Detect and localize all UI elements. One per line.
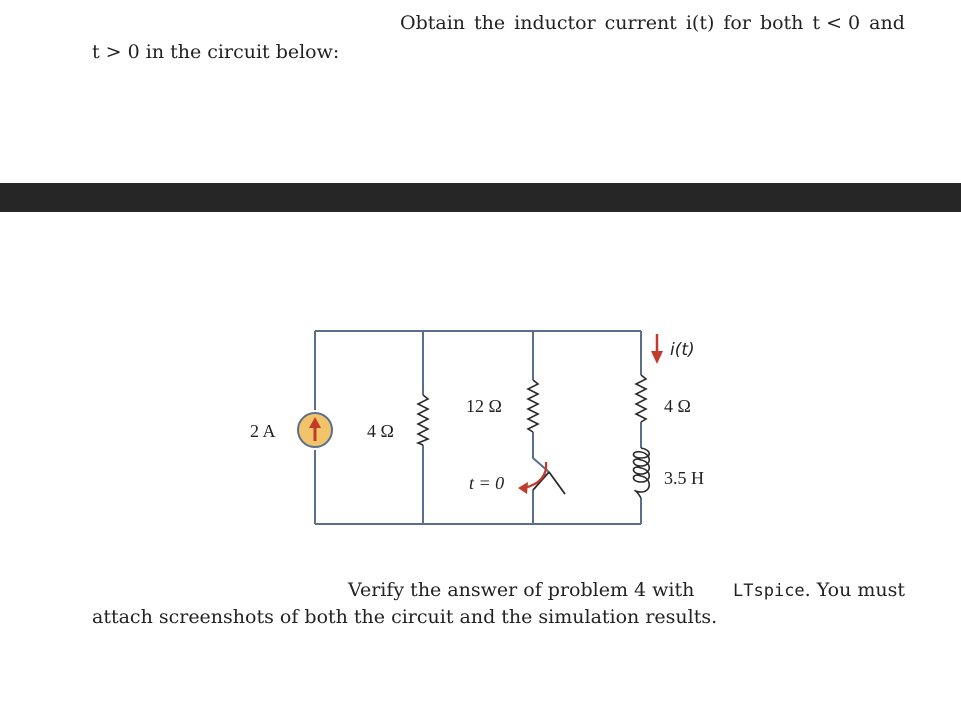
problem-word: and [869,12,905,34]
problem-word: the [474,12,506,34]
current-source [298,413,332,447]
problem-word: both [759,12,804,34]
problem-word: current [604,12,677,34]
resistor-4-ohm-right [636,375,646,422]
r2-label: 12 Ω [466,396,502,416]
source-label: 2 A [250,421,276,441]
current-arrow [651,334,663,364]
verify-text-after: . You must [804,579,905,601]
verify-text-line-1 [348,581,905,600]
r3-label: 4 Ω [664,396,691,416]
verify-text-before: Verify the answer of problem 4 with [348,579,695,601]
problem-word: inductor [514,12,596,34]
current-label: i(t) [670,340,695,360]
resistor-12-ohm [528,380,538,432]
verify-text-line-2: attach screenshots of both the circuit and the simulation results. [92,606,718,628]
inductor-label: 3.5 H [664,468,704,488]
problem-word: Obtain [400,12,466,34]
circuit-wires [315,331,641,524]
problem-word: i(t) [685,12,715,34]
switch-label: t = 0 [469,473,505,493]
r1-label: 4 Ω [367,421,394,441]
inductor-coil [633,448,649,498]
switch [518,462,565,494]
problem-word: t < 0 [812,12,861,34]
resistor-4-ohm-left [418,395,428,445]
ltspice-tool-name: LTspice [733,581,805,601]
problem-text-line-2: t > 0 in the circuit below: [92,41,340,63]
problem-word: for [723,12,751,34]
